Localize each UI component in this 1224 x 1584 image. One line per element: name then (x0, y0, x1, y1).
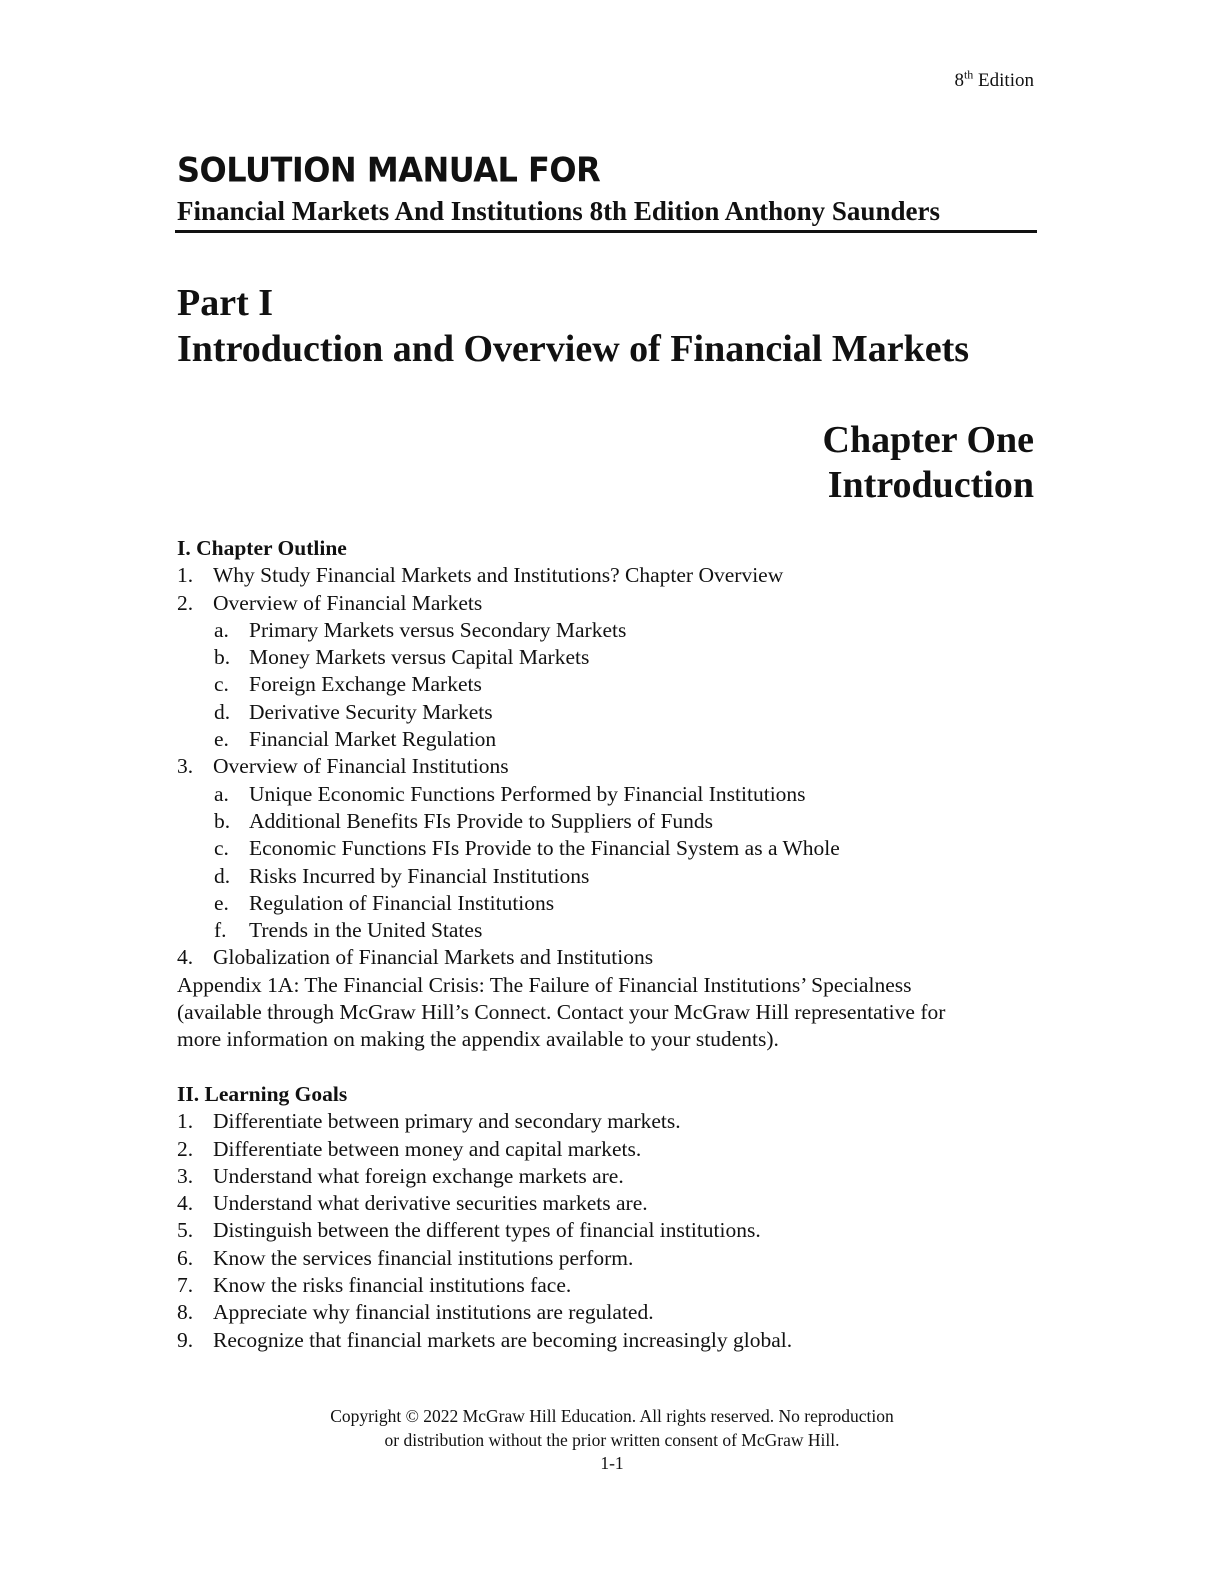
learning-goal-item-text: Know the risks financial institutions face. (213, 1273, 572, 1298)
outline-item-text: Primary Markets versus Secondary Markets (249, 617, 627, 642)
outline-item-text: Money Markets versus Capital Markets (249, 645, 590, 670)
chapter-outline-heading: I. Chapter Outline (177, 536, 347, 560)
chapter-outline-section (177, 535, 1037, 1054)
outline-item (177, 699, 1037, 726)
outline-item-text: Financial Market Regulation (249, 727, 497, 752)
part-number: Part I (177, 282, 274, 324)
outline-item (177, 671, 1037, 698)
chapter-number: Chapter One (822, 419, 1034, 461)
outline-item-number: b. (214, 645, 231, 670)
learning-goal-item (177, 1299, 1037, 1326)
learning-goal-item-number: 9. (177, 1327, 194, 1352)
learning-goal-item-text: Differentiate between primary and secondary markets. (213, 1109, 681, 1134)
outline-item-number: b. (214, 808, 231, 833)
appendix-line: (available through McGraw Hill’s Connect. Contact your McGraw Hill representative for (177, 1000, 946, 1025)
outline-item-text: Foreign Exchange Markets (249, 672, 482, 697)
outline-item-text: Economic Functions FIs Provide to the Financial System as a Whole (249, 836, 840, 861)
outline-item-text: Unique Economic Functions Performed by Financial Institutions (249, 781, 806, 806)
learning-goal-item-number: 6. (177, 1245, 194, 1270)
outline-item-number: 4. (177, 945, 194, 970)
outline-item (177, 863, 1037, 890)
learning-goal-item-text: Differentiate between money and capital markets. (213, 1136, 642, 1161)
learning-goal-item-text: Appreciate why financial institutions are regulated. (213, 1300, 654, 1325)
learning-goals-section (177, 1081, 1037, 1354)
appendix-line: Appendix 1A: The Financial Crisis: The Failure of Financial Institutions’ Specialness (177, 972, 912, 997)
outline-item (177, 590, 1037, 617)
learning-goal-item-number: 8. (177, 1300, 194, 1325)
outline-item (177, 644, 1037, 671)
learning-goal-item-number: 7. (177, 1273, 194, 1298)
outline-item-text: Trends in the United States (249, 918, 483, 943)
learning-goal-item-text: Know the services financial institutions perform. (213, 1245, 634, 1270)
outline-item (177, 917, 1037, 944)
learning-goal-item-text: Understand what foreign exchange markets are. (213, 1163, 624, 1188)
outline-item-number: 1. (177, 563, 194, 588)
chapter-outline-list (177, 562, 1037, 971)
outline-item (177, 617, 1037, 644)
outline-item-number: 3. (177, 754, 194, 779)
edition-suffix: th (963, 67, 974, 82)
title-divider (175, 230, 1037, 233)
outline-item-text: Overview of Financial Markets (213, 590, 483, 615)
outline-item (177, 753, 1037, 780)
outline-item (177, 835, 1037, 862)
learning-goal-item (177, 1108, 1037, 1135)
outline-item (177, 808, 1037, 835)
learning-goal-item (177, 1136, 1037, 1163)
outline-item-number: c. (214, 836, 229, 861)
outline-item (177, 726, 1037, 753)
learning-goal-item-text: Recognize that financial markets are becoming increasingly global. (213, 1327, 793, 1352)
learning-goal-item (177, 1272, 1037, 1299)
copyright-line: Copyright © 2022 McGraw Hill Education. All rights reserved. No reproduction (330, 1406, 894, 1426)
edition-number: 8 (954, 70, 964, 91)
part-heading (177, 280, 969, 372)
outline-item-number: e. (214, 727, 229, 752)
outline-item-number: 2. (177, 590, 194, 615)
edition-label (954, 67, 1034, 92)
outline-item-text: Derivative Security Markets (249, 699, 493, 724)
outline-item-number: c. (214, 672, 229, 697)
copyright-line: or distribution without the prior written consent of McGraw Hill. (384, 1429, 840, 1450)
learning-goal-item-text: Understand what derivative securities markets are. (213, 1191, 648, 1216)
outline-item-number: f. (214, 918, 227, 943)
page-footer (0, 1405, 1224, 1476)
outline-item-text: Globalization of Financial Markets and Institutions (213, 945, 654, 970)
solution-manual-title: SOLUTION MANUAL FOR (177, 150, 601, 190)
outline-item-text: Risks Incurred by Financial Institutions (249, 863, 590, 888)
learning-goal-item-number: 2. (177, 1136, 194, 1161)
outline-item-text: Overview of Financial Institutions (213, 754, 509, 779)
learning-goals-list (177, 1108, 1037, 1354)
outline-item-number: a. (214, 781, 229, 806)
learning-goal-item-text: Distinguish between the different types of financial institutions. (213, 1218, 761, 1243)
outline-item-number: e. (214, 890, 229, 915)
outline-item-text: Additional Benefits FIs Provide to Suppliers of Funds (249, 808, 714, 833)
outline-item-text: Why Study Financial Markets and Institutions? Chapter Overview (213, 563, 784, 588)
chapter-title: Introduction (827, 464, 1034, 506)
outline-item (177, 781, 1037, 808)
outline-item (177, 944, 1037, 971)
chapter-heading (823, 418, 1034, 508)
learning-goal-item (177, 1327, 1037, 1354)
outline-item-number: a. (214, 617, 229, 642)
learning-goal-item-number: 4. (177, 1191, 194, 1216)
learning-goal-item (177, 1190, 1037, 1217)
learning-goal-item (177, 1217, 1037, 1244)
appendix-line: more information on making the appendix available to your students). (177, 1027, 779, 1052)
outline-item-text: Regulation of Financial Institutions (249, 890, 555, 915)
learning-goals-heading: II. Learning Goals (177, 1082, 348, 1106)
learning-goal-item (177, 1245, 1037, 1272)
learning-goal-item-number: 5. (177, 1218, 194, 1243)
outline-item (177, 562, 1037, 589)
learning-goal-item-number: 1. (177, 1109, 194, 1134)
edition-word: Edition (978, 70, 1034, 91)
learning-goal-item (177, 1163, 1037, 1190)
learning-goal-item-number: 3. (177, 1163, 194, 1188)
outline-item (177, 890, 1037, 917)
page-number: 1-1 (600, 1453, 624, 1473)
appendix-note (177, 972, 1037, 1054)
part-title: Introduction and Overview of Financial Markets (177, 328, 970, 370)
outline-item-number: d. (214, 863, 231, 888)
book-title: Financial Markets And Institutions 8th Edition Anthony Saunders (177, 196, 940, 226)
outline-item-number: d. (214, 699, 231, 724)
